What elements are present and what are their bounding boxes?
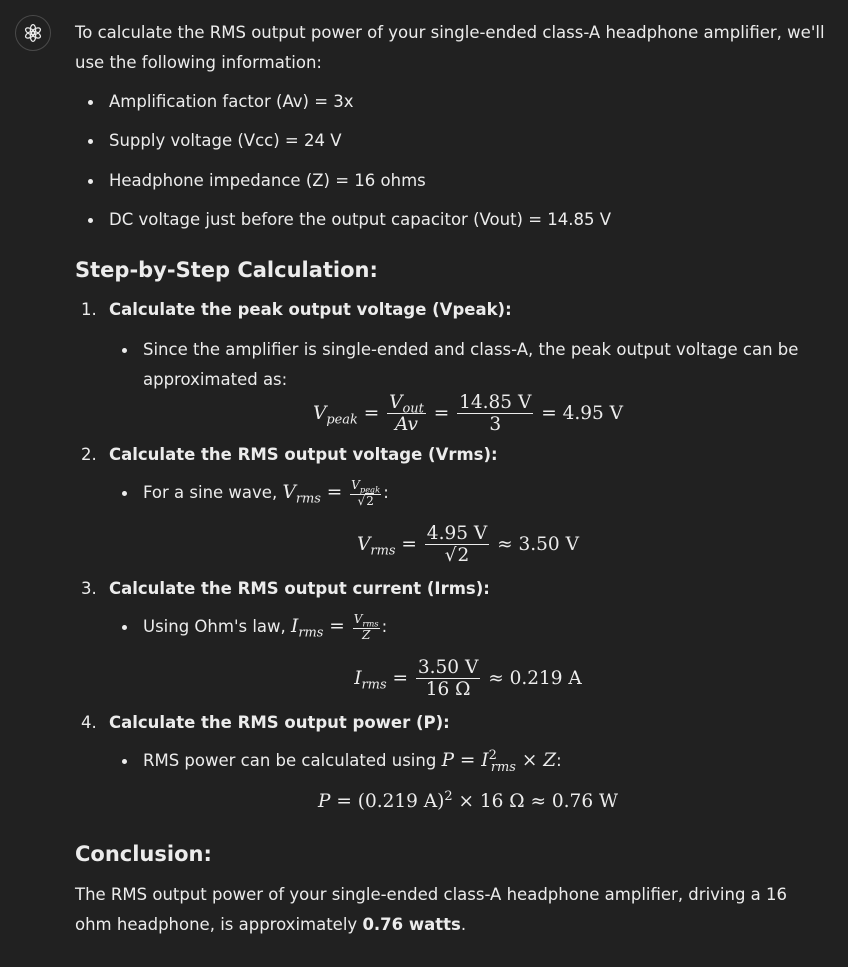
step-number: 1. bbox=[81, 299, 97, 319]
assistant-message bbox=[75, 18, 827, 940]
given-info-list bbox=[75, 87, 827, 235]
list-item: Amplification factor (Av) = 3x bbox=[75, 87, 827, 117]
step-number: 2. bbox=[81, 445, 97, 465]
step-bullets bbox=[109, 612, 827, 700]
step-item bbox=[75, 708, 827, 816]
list-item: Headphone impedance (Z) = 16 ohms bbox=[75, 166, 827, 196]
equation: $V_{peak}$ = $\frac{V_{out}}{Av}$ = $\frac{14.85 V}{3}$ = 4.95 V bbox=[312, 391, 624, 436]
list-item: For a sine wave, $V_{rms}$ = $\frac{V_{peak}}{√2}$ : $V_{rms}$ = $\frac{4.95 V}{√2}$ ≈ 3.50 V bbox=[109, 478, 827, 566]
assistant-avatar bbox=[15, 15, 51, 51]
chatgpt-logo-icon bbox=[23, 23, 43, 43]
equation: $I_{rms}$ = $\frac{3.50 V}{16 \Omega}$ ≈ 0.219 A bbox=[354, 656, 582, 700]
intro-paragraph: To calculate the RMS output power of your single-ended class-A headphone amplifier, we'll use the following information: bbox=[75, 23, 825, 72]
conclusion-highlight: 0.76 watts bbox=[362, 915, 461, 935]
step-title: 2. Calculate the RMS output voltage (Vrms): bbox=[75, 440, 827, 470]
step-item bbox=[75, 295, 827, 436]
list-item: Since the amplifier is single-ended and class-A, the peak output voltage can be approximated as: $V_{peak}$ = $\frac{V_{out}}{Av}$ = $\frac{14.85 V}{3}$ = 4.95 V bbox=[109, 335, 827, 436]
step-item bbox=[75, 440, 827, 566]
list-item: Supply voltage (Vcc) = 24 V bbox=[75, 126, 827, 156]
step-number: 3. bbox=[81, 579, 97, 599]
step-title: 4. Calculate the RMS output power (P): bbox=[75, 708, 827, 738]
list-item: RMS power can be calculated using $P = I^2_{rms} \times Z$: P = (0.219 A)$^2$ × 16 Ω ≈ 0.76 W bbox=[109, 746, 827, 816]
step-bullets bbox=[109, 478, 827, 566]
step-bullets bbox=[109, 746, 827, 816]
step-number: 4. bbox=[81, 713, 97, 733]
section-heading-conclusion: Conclusion: bbox=[75, 842, 212, 867]
list-item: DC voltage just before the output capacitor (Vout) = 14.85 V bbox=[75, 205, 827, 235]
steps-list bbox=[75, 295, 827, 816]
equation: P = (0.219 A)$^2$ × 16 Ω ≈ 0.76 W bbox=[318, 788, 618, 813]
step-item bbox=[75, 574, 827, 700]
conclusion-paragraph: The RMS output power of your single-ended class-A headphone amplifier, driving a 16 ohm headphone, is approximately 0.76 watts. bbox=[75, 885, 788, 935]
equation: $V_{rms}$ = $\frac{4.95 V}{√2}$ ≈ 3.50 V bbox=[357, 522, 579, 566]
list-item: Using Ohm's law, $I_{rms}$ = $\frac{V_{rms}}{Z}$ : $I_{rms}$ = $\frac{3.50 V}{16 \Omega}$ ≈ 0.219 A bbox=[109, 612, 827, 700]
step-title: 1. Calculate the peak output voltage (Vpeak): bbox=[75, 295, 827, 325]
step-bullets bbox=[109, 335, 827, 436]
section-heading-steps: Step-by-Step Calculation: bbox=[75, 257, 378, 282]
step-title: 3. Calculate the RMS output current (Irms): bbox=[75, 574, 827, 604]
